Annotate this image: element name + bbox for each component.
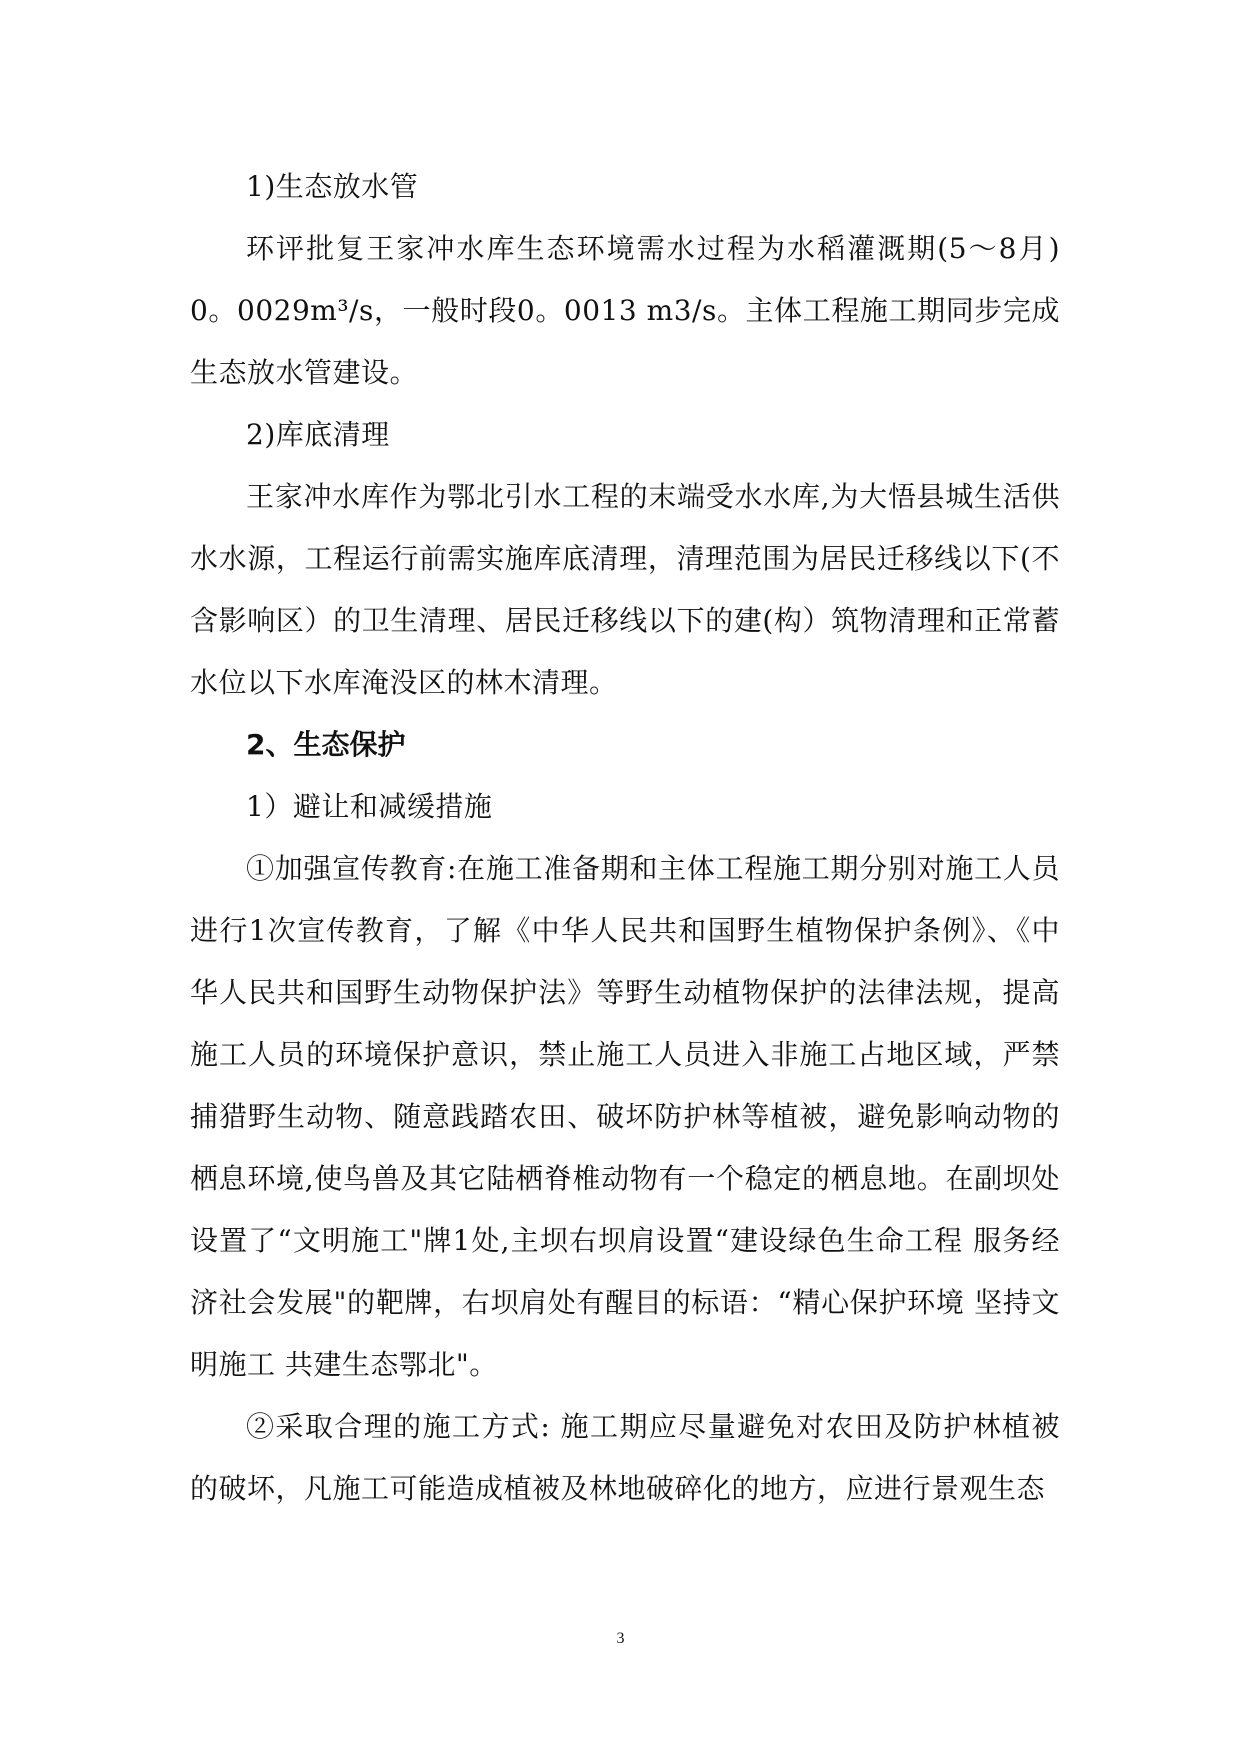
page-number: 3 — [616, 1630, 625, 1647]
subsection-title-ecological-pipe: 1)生态放水管 — [246, 170, 419, 203]
subsection-title-reservoir-clearing: 2)库底清理 — [246, 418, 390, 451]
paragraph-construction-method: ②采取合理的施工方式: 施工期应尽量避免对农田及防护林植被的破坏，凡施工可能造成植被及林地破碎化的地方，应进行景观生态 — [190, 1410, 1060, 1505]
subsection-title-avoidance-measures: 1）避让和减缓措施 — [246, 790, 493, 823]
paragraph-publicity-education: ①加强宣传教育:在施工准备期和主体工程施工期分别对施工人员进行1次宣传教育，了解《中华人民共和国野生植物保护条例》、《中华人民共和国野生动物保护法》等野生动植物保护的法律法规，提高施工人员的环境保护意识，禁止施工人员进入非施工占地区域，严禁捕猎野生动物、随意践踏农田、破坏防护林等植被，避免影响动物的栖息环境,使鸟兽及其它陆栖脊椎动物有一个稳定的栖息地。在副坝处设置了“文明施工"牌1处,主坝右坝肩设置“建设绿色生命工程 服务经济社会发展"的靶牌，右坝肩处有醒目的标语：“精心保护环境 坚持文明施工 共建生态鄂北"。 — [190, 852, 1060, 1381]
document-body — [190, 156, 1060, 1520]
paragraph-ecological-water-demand: 环评批复王家冲水库生态环境需水过程为水稻灌溉期(5～8月)0。0029m³/s，一般时段0。0013 m3/s。主体工程施工期同步完成生态放水管建设。 — [190, 232, 1060, 389]
section-heading-ecological-protection: 2、生态保护 — [246, 728, 406, 761]
paragraph-reservoir-clearing: 王家冲水库作为鄂北引水工程的末端受水水库,为大悟县城生活供水水源，工程运行前需实施库底清理，清理范围为居民迁移线以下(不含影响区）的卫生清理、居民迁移线以下的建(构）筑物清理和正常蓄水位以下水库淹没区的林木清理。 — [190, 480, 1060, 699]
